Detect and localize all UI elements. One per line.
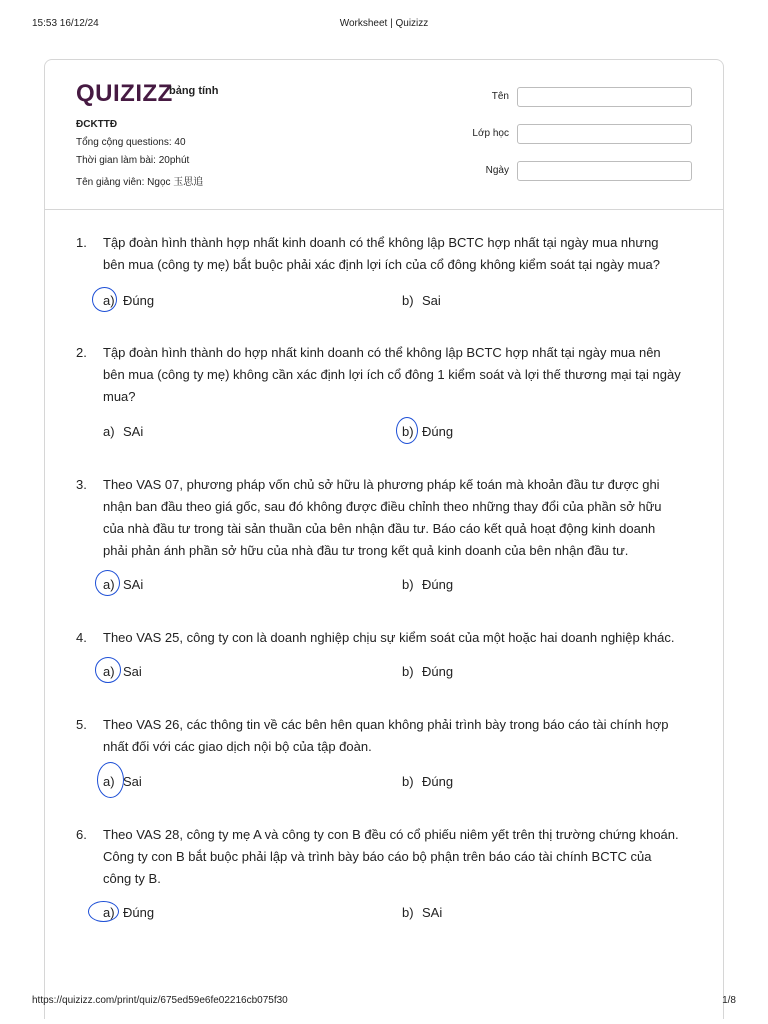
answer-option-a[interactable] (103, 664, 142, 679)
class-field[interactable] (517, 124, 692, 144)
question-text-line: bên mua (công ty mẹ) không cần xác định lợi ích cổ đông 1 kiểm soát và lợi thế thương mại tại ngày (103, 367, 681, 382)
print-datetime: 15:53 16/12/24 (32, 18, 99, 29)
question-text (103, 824, 703, 890)
answer-option-b[interactable] (402, 424, 453, 439)
answer-option-a[interactable] (103, 293, 154, 308)
print-page-number: 1/8 (722, 995, 736, 1006)
question-text-line: nhất đối với các giao dịch nội bộ của tập đoàn. (103, 739, 372, 754)
answer-option-a[interactable] (103, 577, 143, 592)
date-label: Ngày (485, 165, 509, 176)
option-label: a) (103, 774, 115, 789)
question-number: 2. (76, 345, 87, 360)
option-text: Sai (123, 774, 142, 789)
question-text-line: Tập đoàn hình thành hợp nhất kinh doanh có thể không lập BCTC hợp nhất tại ngày mua nhưng (103, 235, 659, 250)
question-text-line: phải phản ánh phần sở hữu của nhà đầu tư trong kết quả kinh doanh của bên nhận đầu tư. (103, 543, 629, 558)
question-text-line: Tập đoàn hình thành do hợp nhất kinh doanh có thể không lập BCTC hợp nhất tại ngày mua nên (103, 345, 661, 360)
answer-option-b[interactable] (402, 774, 453, 789)
option-text: Đúng (422, 577, 454, 592)
option-text: Sai (123, 664, 142, 679)
time-limit: Thời gian làm bài: 20phút (76, 155, 190, 166)
question-text (103, 627, 703, 649)
quiz-code: ĐCKTTĐ (76, 119, 118, 130)
answer-option-b[interactable] (402, 577, 453, 592)
option-text: SAi (123, 424, 144, 439)
class-label: Lớp học (472, 128, 509, 139)
option-text: SAi (422, 905, 443, 920)
option-text: Đúng (123, 905, 155, 920)
question-text-line: nhận ban đầu theo giá gốc, sau đó không được điều chỉnh theo những thay đổi của phần sở hữu (103, 499, 662, 514)
question-number: 1. (76, 235, 87, 250)
option-label: b) (402, 664, 414, 679)
question-number: 6. (76, 827, 87, 842)
option-text: SAi (123, 577, 144, 592)
answer-option-b[interactable] (402, 905, 442, 920)
answer-option-a[interactable] (103, 424, 143, 439)
answer-option-b[interactable] (402, 664, 453, 679)
question-text-line: bên mua (công ty mẹ) bắt buộc phải xác định lợi ích của cổ đông không kiểm soát tại ngày mua? (103, 257, 661, 272)
name-field[interactable] (517, 87, 692, 107)
question-number: 3. (76, 477, 87, 492)
option-text: Sai (422, 293, 441, 308)
option-label: a) (103, 424, 115, 439)
question-text-line: Công ty con B bắt buộc phải lập và trình bày báo cáo bộ phận trên báo cáo tài chính BCTC của (103, 849, 652, 864)
teacher-name: Tên giảng viên: Ngọc 玉思追 (76, 177, 204, 188)
date-field[interactable] (517, 161, 692, 181)
option-label: b) (402, 577, 414, 592)
option-label: b) (402, 905, 414, 920)
option-text: Đúng (422, 774, 454, 789)
total-questions: Tổng cộng questions: 40 (76, 137, 186, 148)
question-number: 4. (76, 630, 87, 645)
question-text-line: Theo VAS 28, công ty mẹ A và công ty con B đều có cổ phiếu niêm yết trên thị trường chứng khoán. (103, 827, 679, 842)
option-text: Đúng (422, 424, 454, 439)
question-text-line: của nhà đầu tư trong tài sản thuần của bên nhận đầu tư. Báo cáo kết quả hoạt động kinh doanh (103, 521, 656, 536)
answer-option-b[interactable] (402, 293, 441, 308)
option-label: a) (103, 664, 115, 679)
worksheet-type-label: bảng tính (169, 85, 219, 97)
worksheet-header (45, 60, 723, 210)
question-text-line: Theo VAS 07, phương pháp vốn chủ sở hữu là phương pháp kế toán mà khoản đầu tư được ghi (103, 477, 660, 492)
option-label: b) (402, 774, 414, 789)
option-label: b) (402, 424, 414, 439)
option-text: Đúng (123, 293, 155, 308)
question-number: 5. (76, 717, 87, 732)
question-text-line: mua? (103, 389, 136, 404)
question-text (103, 342, 703, 408)
option-label: a) (103, 293, 115, 308)
option-label: b) (402, 293, 414, 308)
name-label: Tên (491, 91, 509, 102)
question-text (103, 232, 703, 276)
option-text: Đúng (422, 664, 454, 679)
question-text (103, 714, 703, 758)
option-label: a) (103, 577, 115, 592)
print-url: https://quizizz.com/print/quiz/675ed59e6fe02216cb075f30 (32, 995, 288, 1006)
worksheet-card (44, 59, 724, 1019)
question-text-line: công ty B. (103, 871, 161, 886)
answer-option-a[interactable] (103, 905, 154, 920)
answer-option-a[interactable] (103, 774, 142, 789)
question-text (103, 474, 703, 562)
quizizz-logo: QUIZIZZ (76, 80, 173, 107)
option-label: a) (103, 905, 115, 920)
print-page-title: Worksheet | Quizizz (339, 18, 429, 29)
question-text-line: Theo VAS 25, công ty con là doanh nghiệp chịu sự kiểm soát của một hoặc hai doanh nghiệp khác. (103, 630, 675, 645)
question-text-line: Theo VAS 26, các thông tin về các bên hên quan không phải trình bày trong báo cáo tài chính hợp (103, 717, 669, 732)
